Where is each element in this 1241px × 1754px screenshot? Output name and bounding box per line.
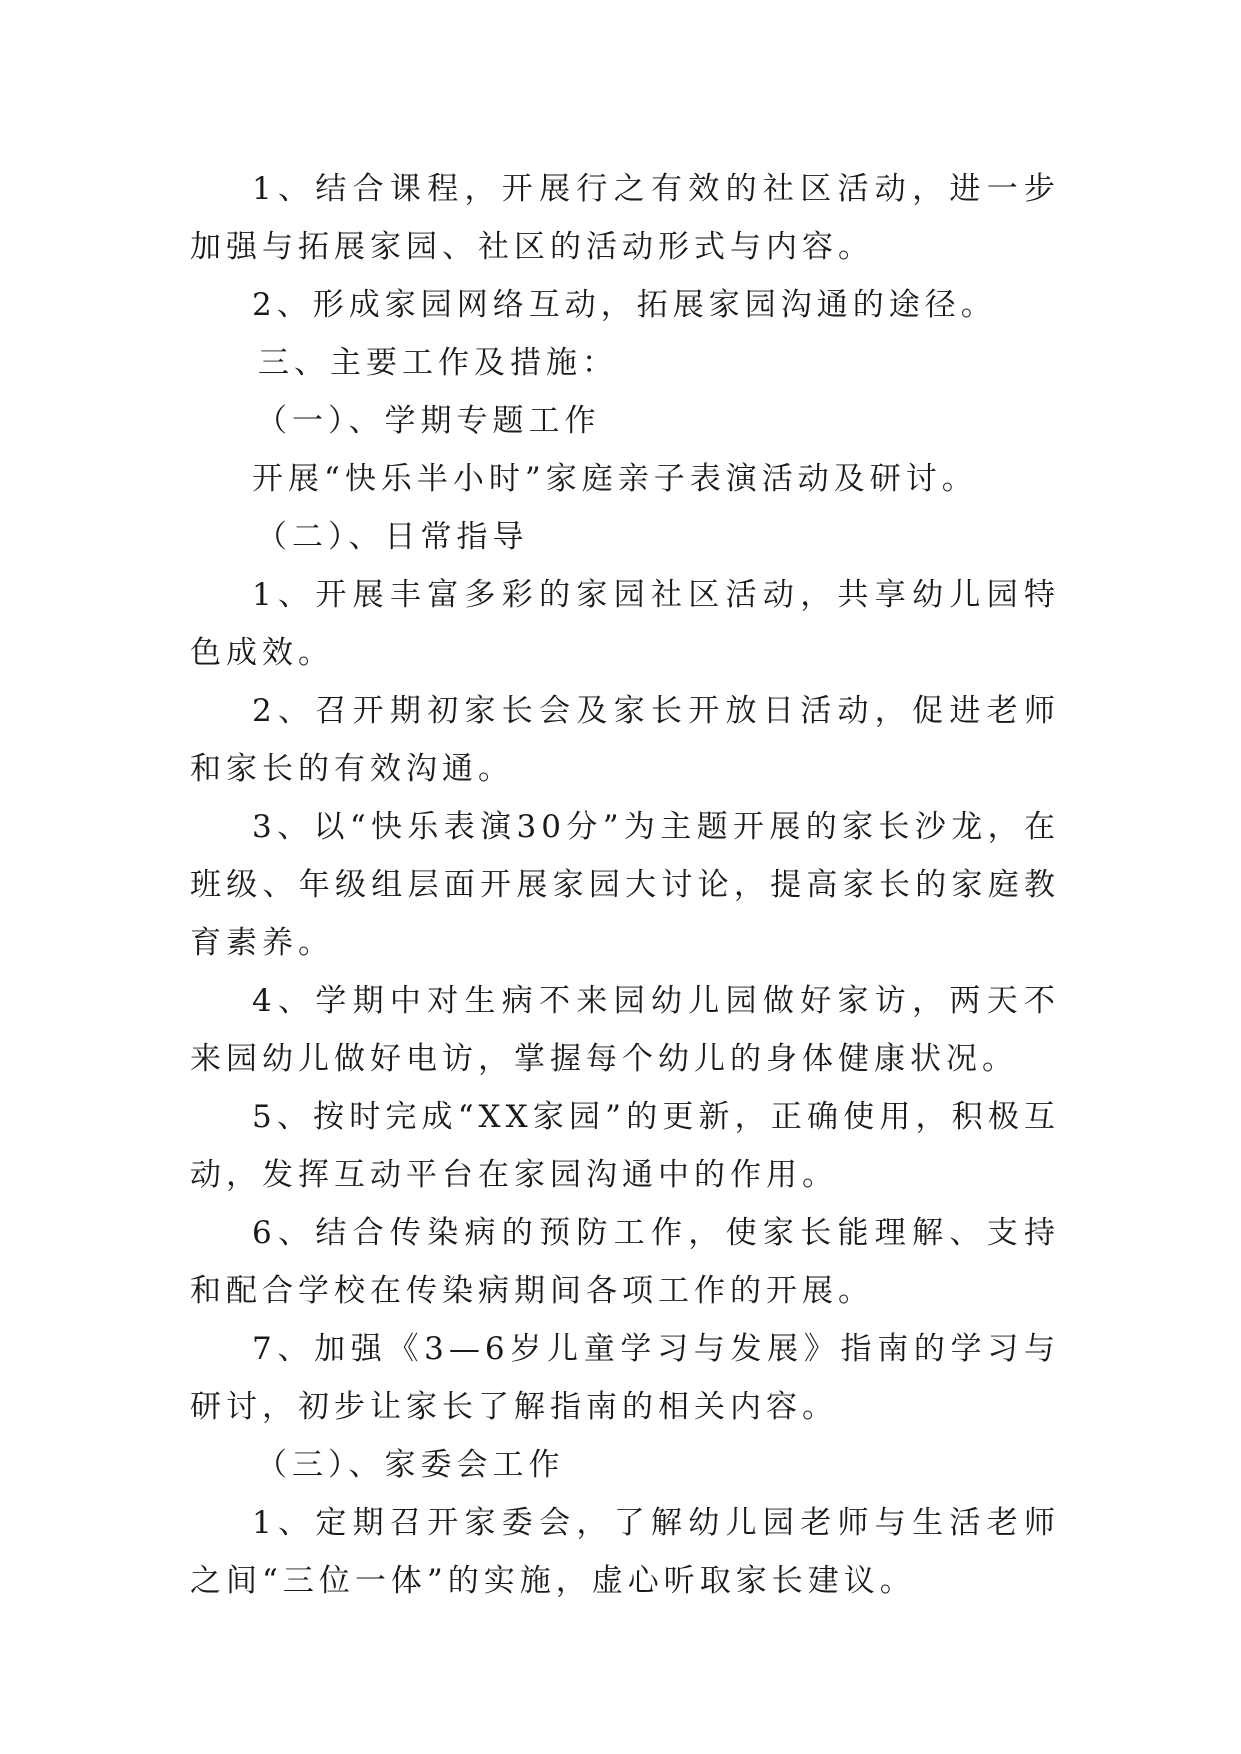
paragraph-11: 1、定期召开家委会，了解幼儿园老师与生活老师之间“三位一体”的实施，虚心听取家长建议。 [190,1505,1060,1599]
paragraph-7: 4、学期中对生病不来园幼儿园做好家访，两天不来园幼儿做好电访，掌握每个幼儿的身体健康状况。 [190,983,1060,1077]
subsection-heading-1: （一）、学期专题工作 [256,403,601,439]
paragraph-1: 1、结合课程，开展行之有效的社区活动，进一步加强与拓展家园、社区的活动形式与内容。 [190,171,1060,265]
paragraph-3: 开展“快乐半小时”家庭亲子表演活动及研讨。 [252,461,978,497]
paragraph-6: 3、以“快乐表演30分”为主题开展的家长沙龙，在班级、年级组层面开展家园大讨论，提高家长的家庭教育素养。 [190,809,1060,961]
subsection-heading-2: （二）、日常指导 [256,519,529,555]
subsection-heading-3: （三）、家委会工作 [256,1447,565,1483]
paragraph-2: 2、形成家园网络互动，拓展家园沟通的途径。 [252,287,997,323]
paragraph-9: 6、结合传染病的预防工作，使家长能理解、支持和配合学校在传染病期间各项工作的开展。 [190,1215,1060,1309]
paragraph-8: 5、按时完成“XX家园”的更新，正确使用，积极互动，发挥互动平台在家园沟通中的作用。 [190,1099,1060,1193]
paragraph-10: 7、加强《3—6岁儿童学习与发展》指南的学习与研讨，初步让家长了解指南的相关内容。 [190,1331,1060,1425]
document-body [190,160,1060,1610]
section-heading-3: 三、主要工作及措施： [258,345,618,381]
paragraph-5: 2、召开期初家长会及家长开放日活动，促进老师和家长的有效沟通。 [190,693,1060,787]
paragraph-4: 1、开展丰富多彩的家园社区活动，共享幼儿园特色成效。 [190,577,1060,671]
